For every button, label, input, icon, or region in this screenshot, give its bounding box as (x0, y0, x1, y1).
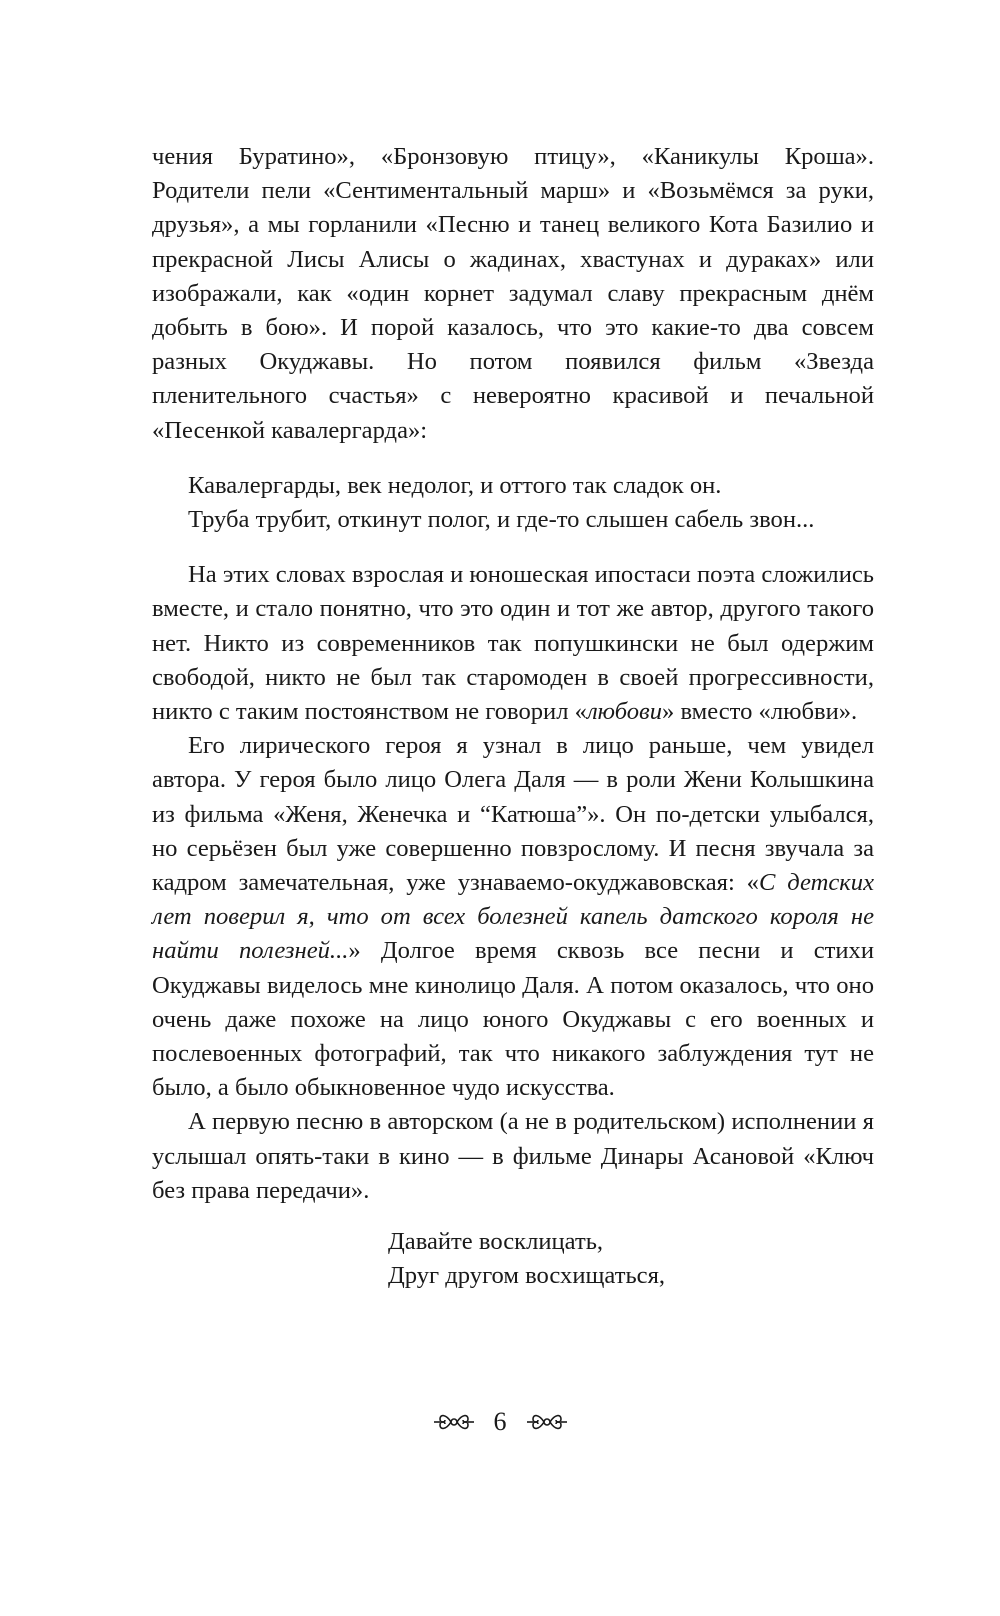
book-page (152, 140, 874, 1294)
paragraph-3 (152, 729, 874, 1105)
verse-line: Давайте восклицать, (388, 1228, 604, 1256)
italic-word: любови (586, 698, 663, 726)
paragraph-text: » вместо «любви». (662, 698, 858, 726)
page-number: 6 (493, 1407, 507, 1436)
paragraph-text: Его лирического героя я узнал в лицо раньше, чем увидел автора. У героя было лицо Олега Даля — в роли Жени Колышкина из фильма «Женя, Женечка и “Катюша”». Он по-детски улыбался, но серьёзен был уже совершенно повзрослому. И песня звучала за кадром замечательная, уже узнаваемо-окуджавовская: « (152, 732, 874, 897)
paragraph-1: чения Буратино», «Бронзовую птицу», «Каникулы Кроша». Родители пели «Сентиментальный марш» и «Возьмёмся за руки, друзья», а мы горланили «Песню и танец великого Кота Базилио и прекрасной Лисы Алисы о жадинах, хвастунах и дураках» или изображали, как «один корнет задумал славу прекрасным днём добыть в бою». И порой казалось, что это какие-то два совсем разных Окуджавы. Но потом появился фильм «Звезда пленительного счастья» с невероятно красивой и печальной «Песенкой кавалергарда»: (152, 143, 874, 444)
verse-exclaim (388, 1225, 874, 1293)
paragraph-4: А первую песню в авторском (а не в родительском) исполнении я услышал опять-таки в кино — в фильме Динары Асановой «Ключ без права передачи». (152, 1108, 874, 1204)
verse-cavalier-guards (188, 469, 874, 537)
verse-line: Кавалергарды, век недолог, и оттого так сладок он. (188, 471, 722, 499)
page-footer (0, 1402, 1000, 1442)
song-quote: С детских лет поверил я, что от всех болезней капель датского короля не найти полезней... (152, 869, 874, 965)
ornament-left-icon (432, 1410, 476, 1434)
ornament-right-icon (525, 1410, 569, 1434)
verse-line: Труба трубит, откинут полог, и где-то слышен сабель звон... (188, 506, 815, 534)
paragraph-text: На этих словах взрослая и юношеская ипостаси поэта сложились вместе, и стало понятно, что это один и тот же автор, другого такого нет. Никто из современников так попушкински не был одержим свободой, никто не был так старомоден в своей прогрессивности, никто с таким постоянством не говорил « (152, 561, 874, 726)
paragraph-text: » Долгое время сквозь все песни и стихи Окуджавы виделось мне кинолицо Даля. А потом оказалось, что оно очень даже похоже на лицо юного Окуджавы с его военных и послевоенных фотографий, так что никакого заблуждения тут не было, а было обыкновенное чудо искусства. (152, 937, 874, 1102)
paragraph-2 (152, 558, 874, 729)
verse-line: Друг другом восхищаться, (388, 1262, 666, 1290)
